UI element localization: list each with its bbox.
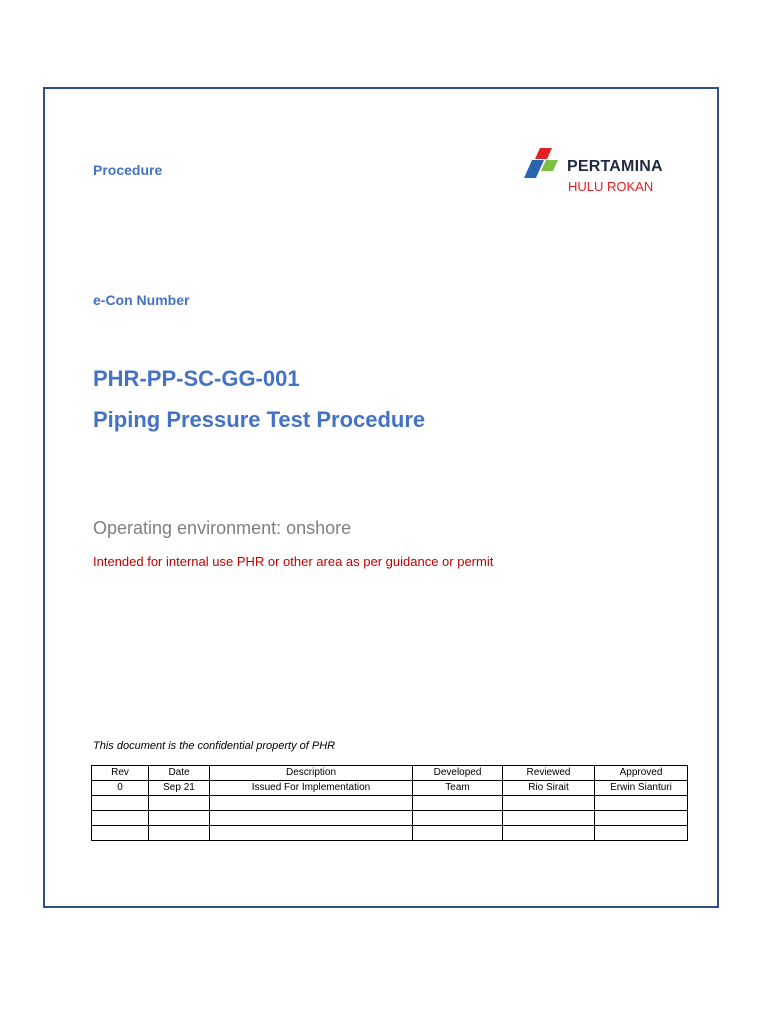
cell-date: Sep 21 xyxy=(149,781,210,796)
cell-developed xyxy=(413,826,503,841)
logo-subtitle: HULU ROKAN xyxy=(568,179,654,194)
cell-reviewed xyxy=(503,796,595,811)
column-header-approved: Approved xyxy=(595,766,688,781)
cell-developed xyxy=(413,796,503,811)
cell-reviewed: Rio Sirait xyxy=(503,781,595,796)
cell-developed xyxy=(413,811,503,826)
econ-number-label: e-Con Number xyxy=(93,292,190,308)
cell-date xyxy=(149,826,210,841)
column-header-date: Date xyxy=(149,766,210,781)
cell-description xyxy=(210,826,413,841)
operating-environment: Operating environment: onshore xyxy=(93,518,352,538)
table-row xyxy=(92,796,688,811)
confidential-note: This document is the confidential property of PHR xyxy=(93,740,336,752)
document-title: Piping Pressure Test Procedure xyxy=(93,407,426,432)
cell-description xyxy=(210,796,413,811)
cell-rev xyxy=(92,826,149,841)
column-header-description: Description xyxy=(210,766,413,781)
pertamina-logo-icon xyxy=(516,146,566,186)
column-header-developed: Developed xyxy=(413,766,503,781)
cell-developed: Team xyxy=(413,781,503,796)
cell-rev xyxy=(92,796,149,811)
cell-rev xyxy=(92,811,149,826)
cell-approved xyxy=(595,796,688,811)
cell-rev: 0 xyxy=(92,781,149,796)
cell-date xyxy=(149,796,210,811)
cell-description xyxy=(210,811,413,826)
procedure-label: Procedure xyxy=(93,162,163,178)
logo-name: PERTAMINA xyxy=(567,158,663,175)
revision-table-header xyxy=(92,766,688,781)
cell-approved xyxy=(595,811,688,826)
intended-use-note: Intended for internal use PHR or other area as per guidance or permit xyxy=(93,554,494,569)
column-header-reviewed: Reviewed xyxy=(503,766,595,781)
document-number: PHR-PP-SC-GG-001 xyxy=(93,366,300,391)
cell-description: Issued For Implementation xyxy=(210,781,413,796)
cell-reviewed xyxy=(503,826,595,841)
table-row xyxy=(92,826,688,841)
cell-approved xyxy=(595,826,688,841)
table-row xyxy=(92,781,688,796)
table-row xyxy=(92,811,688,826)
column-header-rev: Rev xyxy=(92,766,149,781)
company-logo xyxy=(516,146,686,194)
cell-reviewed xyxy=(503,811,595,826)
cell-approved: Erwin Sianturi xyxy=(595,781,688,796)
cell-date xyxy=(149,811,210,826)
revision-table xyxy=(91,765,688,841)
